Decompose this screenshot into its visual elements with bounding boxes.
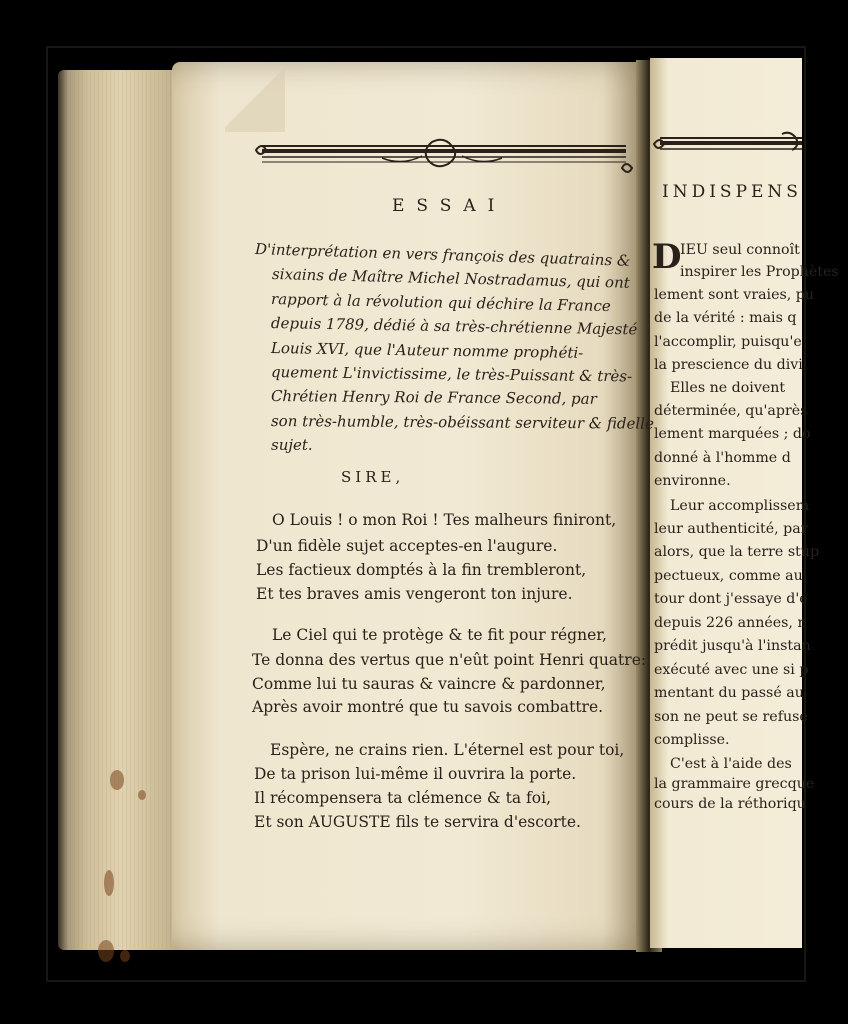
right-page-heading: INDISPENS xyxy=(662,182,802,202)
right-line: environne. xyxy=(654,473,731,489)
right-line: son ne peut se refuse xyxy=(654,709,808,725)
poem-line: Après avoir montré que tu savois combattre. xyxy=(252,698,604,716)
dedication-line: son très-humble, très-obéissant serviteur & fidelle xyxy=(270,412,654,433)
poem-line: O Louis ! o mon Roi ! Tes malheurs finiront, xyxy=(272,511,617,529)
drop-cap: D xyxy=(652,237,682,277)
right-line: Leur accomplissem xyxy=(670,498,810,514)
right-line: la prescience du divi xyxy=(654,357,803,373)
dedication-line: depuis 1789, dédié à sa très-chrétienne Majesté xyxy=(270,314,638,339)
right-line: depuis 226 années, n xyxy=(654,615,807,631)
right-line: C'est à l'aide des xyxy=(670,756,792,772)
right-line: exécuté avec une si p xyxy=(654,662,809,678)
right-line: cours de la réthoriqu xyxy=(654,796,806,812)
right-line: inspirer les Prophètes xyxy=(680,264,839,280)
poem-line: Les factieux domptés à la fin trembleront, xyxy=(256,561,587,579)
headpiece-ornament-left xyxy=(252,138,636,192)
poem-line: Comme lui tu sauras & vaincre & pardonner, xyxy=(252,675,606,693)
right-line: de la vérité : mais q xyxy=(654,310,797,326)
poem-line: Il récompensera ta clémence & ta foi, xyxy=(254,789,551,807)
dedication-line: Chrétien Henry Roi de France Second, par xyxy=(270,387,597,408)
page-block-edge xyxy=(58,70,184,950)
right-line: IEU seul connoît xyxy=(680,242,800,258)
right-line: déterminée, qu'après xyxy=(654,403,808,419)
dedication-line: quement L'invictissime, le très-Puissant & très- xyxy=(270,363,633,386)
poem-line: De ta prison lui-même il ouvrira la porte. xyxy=(254,765,577,783)
right-line: lement marquées ; do xyxy=(654,426,811,442)
right-line: l'accomplir, puisqu'e xyxy=(654,334,802,350)
right-line: donné à l'homme d xyxy=(654,450,791,466)
poem-line: Le Ciel qui te protège & te fit pour régner, xyxy=(272,626,607,644)
right-line: prédit jusqu'à l'instan xyxy=(654,638,811,654)
poem-line: Et son AUGUSTE fils te servira d'escorte. xyxy=(254,813,581,831)
headpiece-ornament-right xyxy=(652,130,802,170)
salutation: SIRE, xyxy=(341,468,405,486)
dedication-line: Louis XVI, que l'Auteur nomme prophéti- xyxy=(270,339,584,362)
right-line: tour dont j'essaye d'e xyxy=(654,591,808,607)
dedication-line: rapport à la révolution qui déchire la France xyxy=(270,290,611,316)
dedication-line: D'interprétation en vers françois des quatrains & xyxy=(254,240,631,270)
right-line: alors, que la terre stup xyxy=(654,544,820,560)
right-line: pectueux, comme au xyxy=(654,568,803,584)
right-line: la grammaire grecque xyxy=(654,776,815,792)
right-page xyxy=(650,58,839,948)
right-line: mentant du passé au xyxy=(654,685,804,701)
folded-corner xyxy=(225,62,285,132)
dedication-line: sujet. xyxy=(271,436,313,454)
right-line: Elles ne doivent xyxy=(670,380,786,396)
right-line: complisse. xyxy=(654,732,730,748)
dedication-line: sixains de Maître Michel Nostradamus, qui ont xyxy=(271,265,631,292)
right-line: leur authenticité, par xyxy=(654,521,808,537)
poem-line: Te donna des vertus que n'eût point Henri quatre: xyxy=(252,651,647,669)
right-line: lement sont vraies, pu xyxy=(654,287,815,303)
page-heading: ESSAI xyxy=(392,196,507,216)
poem-line: Espère, ne crains rien. L'éternel est pour toi, xyxy=(270,741,625,759)
poem-line: Et tes braves amis vengeront ton injure. xyxy=(256,585,573,603)
poem-line: D'un fidèle sujet acceptes-en l'augure. xyxy=(256,537,558,555)
